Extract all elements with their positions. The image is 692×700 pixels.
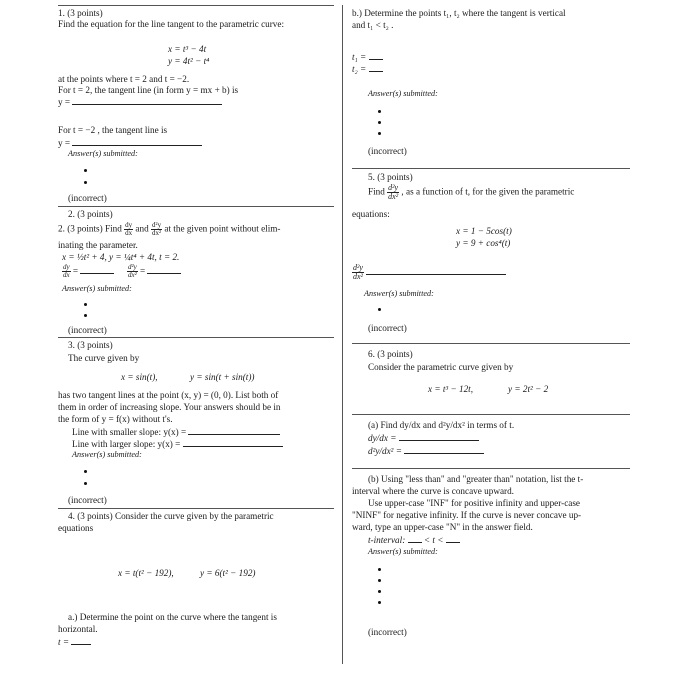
- divider: [352, 468, 630, 469]
- bullet: [378, 601, 381, 604]
- frac-den: dx: [63, 271, 70, 279]
- problem-5-prompt-cont: equations:: [352, 209, 390, 219]
- problem-6-eq-y: y = 2t² − 2: [508, 384, 549, 394]
- problem-4a-prompt-cont: horizontal.: [58, 624, 98, 634]
- status-incorrect: (incorrect): [368, 323, 407, 333]
- frac-num: dy: [63, 263, 70, 271]
- interval-mid: < t <: [423, 535, 444, 545]
- answer-input-1[interactable]: [72, 96, 222, 105]
- problem-4b-prompt-cont: and t₁ < t₂ .: [352, 20, 394, 30]
- problem-1-answer-line-2: [58, 137, 202, 149]
- problem-2-prompt: [58, 222, 280, 237]
- bullet: [84, 314, 87, 317]
- problem-3-header: 3. (3 points): [68, 340, 113, 350]
- d2y-dx2-fraction: [127, 264, 138, 279]
- prompt-text: 2. (3 points) Find: [58, 223, 122, 234]
- problem-1-prompt: Find the equation for the line tangent to the parametric curve:: [58, 19, 285, 29]
- status-incorrect: (incorrect): [68, 325, 107, 335]
- divider: [58, 206, 334, 207]
- problem-6-header: 6. (3 points): [368, 349, 413, 359]
- d2y-dx2-fraction: [387, 184, 399, 201]
- answer-input-2[interactable]: [72, 137, 202, 146]
- d2ydx2-row: [368, 445, 484, 457]
- larger-slope-input[interactable]: [183, 438, 283, 447]
- problem-5-eq-x: x = 1 − 5cos(t): [456, 226, 512, 236]
- t2-label: t₂ =: [352, 64, 367, 74]
- frac-den: dx²: [127, 271, 137, 279]
- smaller-slope-label: Line with smaller slope: y(x) =: [72, 427, 187, 437]
- problem-3-eq-x: x = sin(t),: [121, 372, 158, 382]
- prompt-text: and: [135, 223, 149, 234]
- bullet: [84, 470, 87, 473]
- bullet: [84, 482, 87, 485]
- problem-4b-prompt: [352, 8, 566, 19]
- status-incorrect: (incorrect): [368, 627, 407, 637]
- frac-num: d²y: [151, 221, 162, 229]
- frac-num: d²y: [388, 183, 399, 192]
- frac-num: d²y: [127, 263, 137, 271]
- problem-3-body-2: them in order of increasing slope. Your answers should be in: [58, 402, 281, 412]
- problem-1-tm2-prompt: For t = −2 , the tangent line is: [58, 125, 168, 135]
- dy-dx-fraction: [124, 222, 133, 237]
- problem-2-answer-row: [62, 264, 181, 279]
- problem-1-eq-x: x = t³ − 4t: [168, 44, 207, 54]
- d2y-dx2-fraction: [352, 264, 364, 281]
- problem-2-header: 2. (3 points): [68, 209, 113, 219]
- answers-submitted-label: Answer(s) submitted:: [72, 450, 142, 459]
- problem-1-answer-line-1: [58, 96, 222, 108]
- problem-1-header: 1. (3 points): [58, 8, 103, 18]
- frac-den: dx²: [388, 192, 399, 201]
- problem-3-smaller-row: [72, 426, 280, 438]
- larger-slope-label: Line with larger slope: y(x) =: [72, 439, 181, 449]
- problem-5-header: 5. (3 points): [368, 172, 413, 182]
- status-incorrect: (incorrect): [68, 495, 107, 505]
- t2-row: [352, 63, 383, 75]
- dydx-input[interactable]: [80, 265, 114, 274]
- divider: [352, 414, 630, 415]
- smaller-slope-input[interactable]: [188, 426, 280, 435]
- bullet: [378, 132, 381, 135]
- column-divider: [342, 656, 343, 664]
- t1-input[interactable]: [369, 51, 383, 60]
- bullet: [84, 303, 87, 306]
- bullet: [378, 110, 381, 113]
- problem-1-t2-prompt: For t = 2, the tangent line (in form y = mx + b) is: [58, 85, 239, 95]
- problem-4-eq-x: x = t(t² − 192),: [118, 568, 174, 578]
- problem-2-equations: x = ½t² + 4, y = ¼t⁴ + 4t, t = 2.: [62, 252, 180, 262]
- frac-num: dy: [125, 221, 133, 229]
- problem-3-body-1: has two tangent lines at the point (x, y) = (0, 0). List both of: [58, 390, 279, 400]
- prompt-text: Determine the points t₁, t₂ where the tangent is vertical: [364, 8, 566, 18]
- answers-submitted-label: Answer(s) submitted:: [68, 149, 138, 158]
- part-label: b.): [352, 8, 362, 18]
- problem-5-prompt: [368, 184, 574, 201]
- problem-6b-line-4: "NINF" for negative infinity. If the curve is never concave up-: [352, 510, 582, 520]
- answers-submitted-label: Answer(s) submitted:: [368, 89, 438, 98]
- d2ydx2-label: d²y/dx² =: [368, 446, 402, 456]
- frac-den: dx²: [151, 229, 162, 237]
- equals-sign: =: [72, 265, 79, 276]
- problem-6a-prompt: (a) Find dy/dx and d²y/dx² in terms of t.: [368, 420, 515, 430]
- problem-4-header: 4. (3 points) Consider the curve given by the parametric: [68, 511, 274, 521]
- problem-1-points: at the points where t = 2 and t = −2.: [58, 74, 190, 84]
- problem-4a-prompt: a.) Determine the point on the curve where the tangent is: [68, 612, 277, 622]
- bullet: [378, 568, 381, 571]
- bullet: [378, 590, 381, 593]
- problem-6b-line-5: ward, type an upper-case "N" in the answer field.: [352, 522, 533, 532]
- dy-dx-fraction: [62, 264, 71, 279]
- y-equals-label: y =: [58, 138, 71, 148]
- column-divider: [342, 5, 343, 660]
- problem-4-header-cont: equations: [58, 523, 94, 533]
- frac-den: dx: [125, 229, 133, 237]
- y-equals-label: y =: [58, 97, 71, 107]
- bullet: [84, 181, 87, 184]
- t2-input[interactable]: [369, 63, 383, 72]
- problem-5-eq-y: y = 9 + cos⁴(t): [456, 238, 511, 248]
- problem-3-prompt: The curve given by: [68, 353, 140, 363]
- equals-sign: =: [140, 265, 146, 276]
- bullet: [378, 579, 381, 582]
- answers-submitted-label: Answer(s) submitted:: [62, 284, 132, 293]
- divider: [58, 337, 334, 338]
- problem-6b-line-1: (b) Using "less than" and "greater than" notation, list the t-: [368, 474, 584, 484]
- t-equals-label: t =: [58, 637, 70, 647]
- dydx-label: dy/dx =: [368, 433, 397, 443]
- dydx-row: [368, 432, 479, 444]
- problem-6b-line-3: Use upper-case "INF" for positive infinity and upper-case: [368, 498, 580, 508]
- prompt-text: at the given point without elim-: [164, 223, 281, 234]
- divider: [352, 168, 630, 169]
- answers-submitted-label: Answer(s) submitted:: [368, 547, 438, 556]
- status-incorrect: (incorrect): [68, 193, 107, 203]
- bullet: [378, 308, 381, 311]
- bullet: [378, 121, 381, 124]
- divider: [352, 343, 630, 344]
- problem-4-eq-y: y = 6(t² − 192): [200, 568, 256, 578]
- divider: [58, 5, 334, 6]
- prompt-text: , as a function of t, for the given the parametric: [401, 186, 575, 197]
- status-incorrect: (incorrect): [368, 146, 407, 156]
- interval-lower-input[interactable]: [408, 534, 422, 543]
- answers-submitted-label: Answer(s) submitted:: [364, 289, 434, 298]
- bullet: [84, 169, 87, 172]
- problem-1-eq-y: y = 4t² − t⁴: [168, 56, 210, 66]
- problem-3-eq-y: y = sin(t + sin(t)): [190, 372, 255, 382]
- d2ydx2-input[interactable]: [147, 265, 181, 274]
- dydx-input[interactable]: [399, 432, 479, 441]
- interval-label: t-interval:: [368, 535, 406, 545]
- problem-3-body-3: the form of y = f(x) without t's.: [58, 414, 173, 424]
- interval-row: [368, 534, 460, 546]
- d2y-dx2-fraction: [151, 222, 162, 237]
- d2ydx2-input[interactable]: [404, 445, 484, 454]
- problem-6-prompt: Consider the parametric curve given by: [368, 362, 514, 372]
- problem-3-larger-row: [72, 438, 283, 450]
- prompt-text: Find: [368, 186, 385, 197]
- d2y-dx2-input[interactable]: [366, 266, 506, 275]
- problem-6-eq-x: x = t³ − 12t,: [428, 384, 474, 394]
- problem-6b-line-2: interval where the curve is concave upward.: [352, 486, 514, 496]
- problem-2-prompt-cont: inating the parameter.: [58, 240, 138, 250]
- frac-num: d²y: [353, 263, 363, 272]
- t1-row: [352, 51, 383, 63]
- problem-4a-answer-row: [58, 636, 91, 648]
- t-input[interactable]: [71, 636, 91, 645]
- problem-5-answer-row: [352, 264, 506, 281]
- t1-label: t₁ =: [352, 52, 367, 62]
- frac-den: dx²: [353, 272, 363, 281]
- divider: [58, 508, 334, 509]
- interval-upper-input[interactable]: [446, 534, 460, 543]
